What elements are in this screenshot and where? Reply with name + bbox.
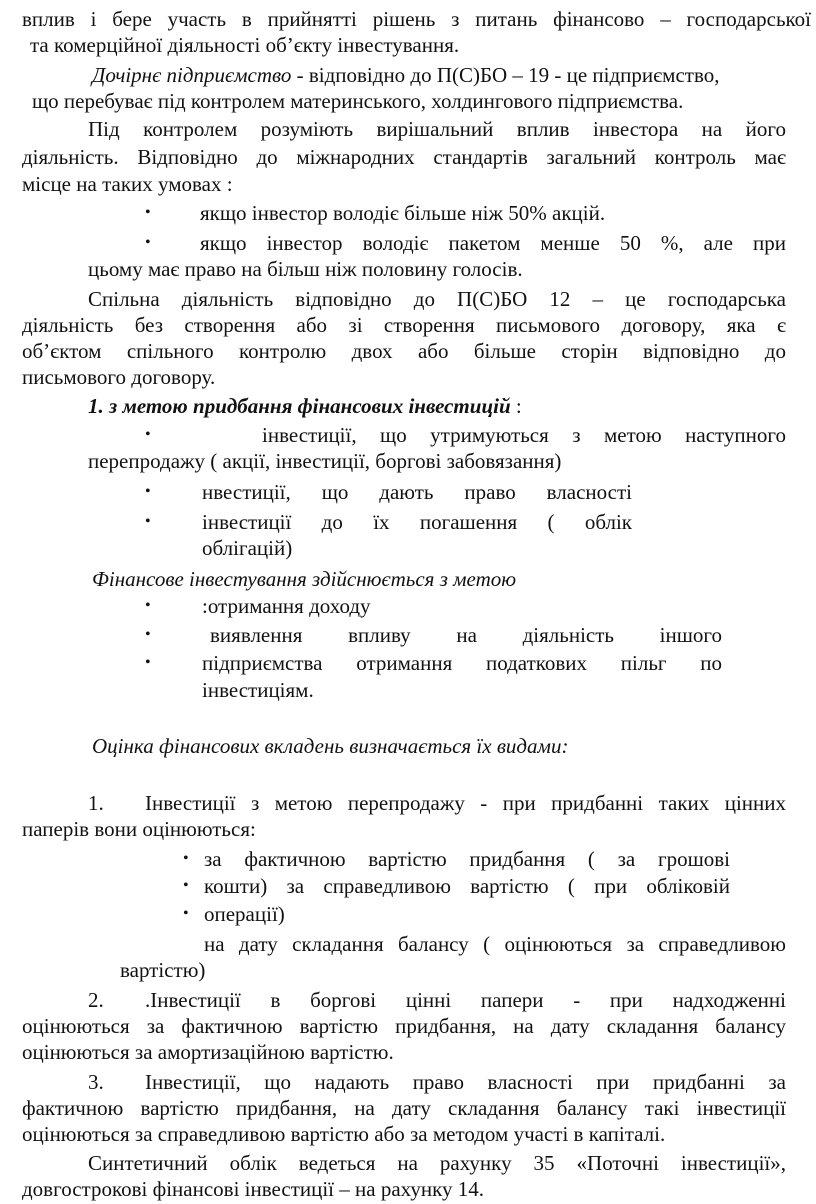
bullet-icon: •	[145, 626, 151, 643]
text-line: облігацій)	[202, 536, 293, 560]
list-number: 3.	[88, 1070, 104, 1094]
text-line	[92, 62, 719, 88]
term-italic: Дочірнє підприємство	[92, 63, 292, 87]
list-item: :отримання доходу	[202, 594, 371, 618]
heading-colon: :	[510, 394, 522, 418]
bullet-icon: •	[145, 204, 151, 221]
text-line: цьому має право на більш ніж половину голосів.	[88, 257, 523, 281]
bullet-icon: •	[183, 905, 189, 922]
text-line: оцінюються за справедливою вартістю або за методом участі в капіталі.	[22, 1122, 666, 1146]
text-line: інвестиціям.	[202, 678, 314, 702]
text-line: на дату складання балансу ( оцінюються за справедливою	[204, 932, 786, 956]
bullet-icon: •	[145, 483, 151, 500]
text-line: вплив і бере участь в прийнятті рішень з питань фінансово – господарської	[22, 7, 811, 31]
text-line: перепродажу ( акції, інвестиції, боргові забовязання)	[88, 449, 562, 473]
text-line: вартістю)	[120, 958, 206, 982]
text-line: діяльність без створення або зі створення письмового договору, яка є	[22, 313, 786, 337]
list-number: 1.	[88, 791, 104, 815]
bullet-icon: •	[183, 850, 189, 867]
text-line: об’єктом спільного контролю двох або більше сторін відповідно до	[22, 339, 786, 363]
text-line: діяльність. Відповідно до міжнародних стандартів загальний контроль має	[22, 145, 786, 169]
list-item: якщо інвестор володіє більше ніж 50% акцій.	[200, 201, 606, 225]
text-line: довгострокові фінансові інвестиції – на рахунку 14.	[22, 1177, 484, 1201]
text-line: та комерційної діяльності об’єкту інвестування.	[30, 33, 460, 57]
text-line: фактичною вартістю придбання, на дату складання балансу такі інвестиції	[22, 1096, 786, 1120]
bullet-icon: •	[145, 426, 151, 443]
list-item: операції)	[204, 902, 285, 926]
bullet-icon: •	[145, 654, 151, 671]
text-line: Спільна діяльність відповідно до П(С)БО 12 – це господарська	[88, 287, 786, 311]
list-item: .Інвестиції в боргові цінні папери - при надходженні	[145, 988, 786, 1012]
list-item: нвестиції, що дають право власності	[202, 480, 632, 504]
list-item: якщо інвестор володіє пакетом менше 50 %, але при	[200, 231, 786, 255]
list-item: виявлення впливу на діяльність іншого	[210, 623, 722, 647]
list-item: підприємства отримання податкових пільг по	[202, 651, 722, 675]
text-line: Синтетичний облік ведеться на рахунку 35 «Поточні інвестиції»,	[88, 1151, 786, 1175]
text-line: письмового договору.	[22, 365, 216, 389]
text-line: Під контролем розуміють вирішальний вплив інвестора на його	[88, 117, 786, 141]
bullet-icon: •	[145, 513, 151, 530]
list-item: Інвестиції, що надають право власності при придбанні за	[145, 1070, 786, 1094]
text-line: оцінюються за амортизаційною вартістю.	[22, 1040, 394, 1064]
list-item: Інвестиції з метою перепродажу - при придбанні таких цінних	[145, 791, 786, 815]
bullet-icon: •	[145, 597, 151, 614]
section-heading	[88, 393, 522, 419]
list-item: за фактичною вартістю придбання ( за грошові	[204, 847, 730, 871]
text-span: - відповідно до П(С)БО – 19 - це підприємство,	[291, 63, 720, 87]
list-item: інвестиції, що утримуються з метою наступного	[262, 423, 786, 447]
heading-text: 1. з метою придбання фінансових інвестицій	[88, 394, 511, 418]
list-item: кошти) за справедливою вартістю ( при обліковій	[204, 874, 730, 898]
text-line: місце на таких умовах :	[22, 172, 233, 196]
bullet-icon: •	[183, 877, 189, 894]
section-heading: Фінансове інвестування здійснюється з метою	[92, 567, 517, 591]
list-number: 2.	[88, 988, 104, 1012]
text-line: оцінюються за фактичною вартістю придбання, на дату складання балансу	[22, 1014, 786, 1038]
section-heading: Оцінка фінансових вкладень визначається їх видами:	[92, 734, 569, 758]
text-line: паперів вони оцінюються:	[22, 817, 256, 841]
bullet-icon: •	[145, 234, 151, 251]
list-item: інвестиції до їх погашення ( облік	[202, 510, 632, 534]
text-line: що перебуває під контролем материнського, холдингового підприємства.	[32, 89, 684, 113]
